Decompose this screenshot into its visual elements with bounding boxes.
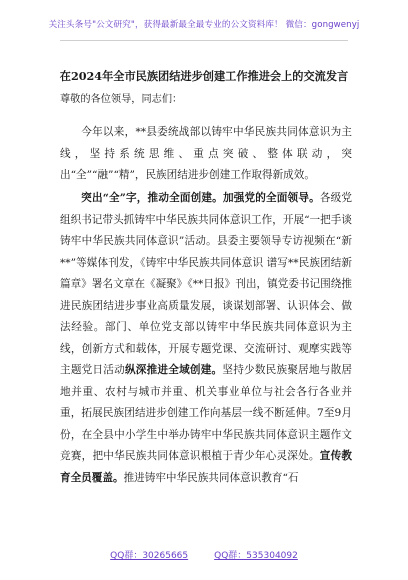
paragraph-1	[60, 122, 352, 187]
paragraph-2-text-2: 坚持少数民族聚居地与散居地并重、农村与城市并重、机关事业单位与社会各行各业并重，拓展民族团结进步创建工作向基层一线不断延伸。7至9月份，在全县中小学生中举办铸牢中华民族共同体意识主题作文竞赛，把中华民族共同体意识根植于青少年心灵深处。	[60, 364, 353, 462]
subheading-2: 纵深推进全域创建。	[124, 364, 223, 376]
subheading-3: 宣传教育全员覆盖。	[60, 450, 353, 484]
footer	[0, 548, 408, 561]
footer-qq-group-1[interactable]: QQ群：30265665	[110, 551, 189, 561]
header-divider	[60, 40, 348, 41]
paragraph-1-text: 今年以来，**县委统战部以铸牢中华民族共同体意识为主线，坚持系统思维、重点突破、整体联动，突出“全”“融”“精”，民族团结进步创建工作取得新成效。	[60, 126, 352, 181]
document-title: 在2024年全市民族团结进步创建工作推进会上的交流发言	[59, 69, 349, 83]
footer-qq-group-2[interactable]: QQ群：535304092	[214, 551, 298, 561]
paragraph-2-text-3: 推进铸牢中华民族共同体意识教育“石	[123, 471, 299, 484]
section-heading: 突出“全”字，推动全面创建。加强党的全面领导。	[81, 192, 320, 204]
header-banner: 关注头条号"公文研究"，获得最新最全最专业的公文资料库！ 微信：gongwenyj	[48, 20, 360, 30]
paragraph-2	[60, 188, 352, 489]
paragraph-2-text-1: 各级党组织书记带头抓铸牢中华民族共同体意识工作，开展“一把手谈铸牢中华民族共同体意识”活动。县委主要领导专访视频在“新**”等媒体刊发，《铸牢中华民族共同体意识 谱写**民族团结新篇章》署名文章在《凝聚》《**日报》刊出，镇党委书记围绕推进民族团结进步事业高质量发展，谈谋划部署、认识体会、做法经验。部门、单位党支部以铸牢中华民族共同体意识为主线，创新方式和载体，开展专题党课、交流研讨、观摩实践等主题党日活动	[60, 192, 353, 376]
salutation: 尊敬的各位领导，同志们：	[60, 94, 183, 105]
